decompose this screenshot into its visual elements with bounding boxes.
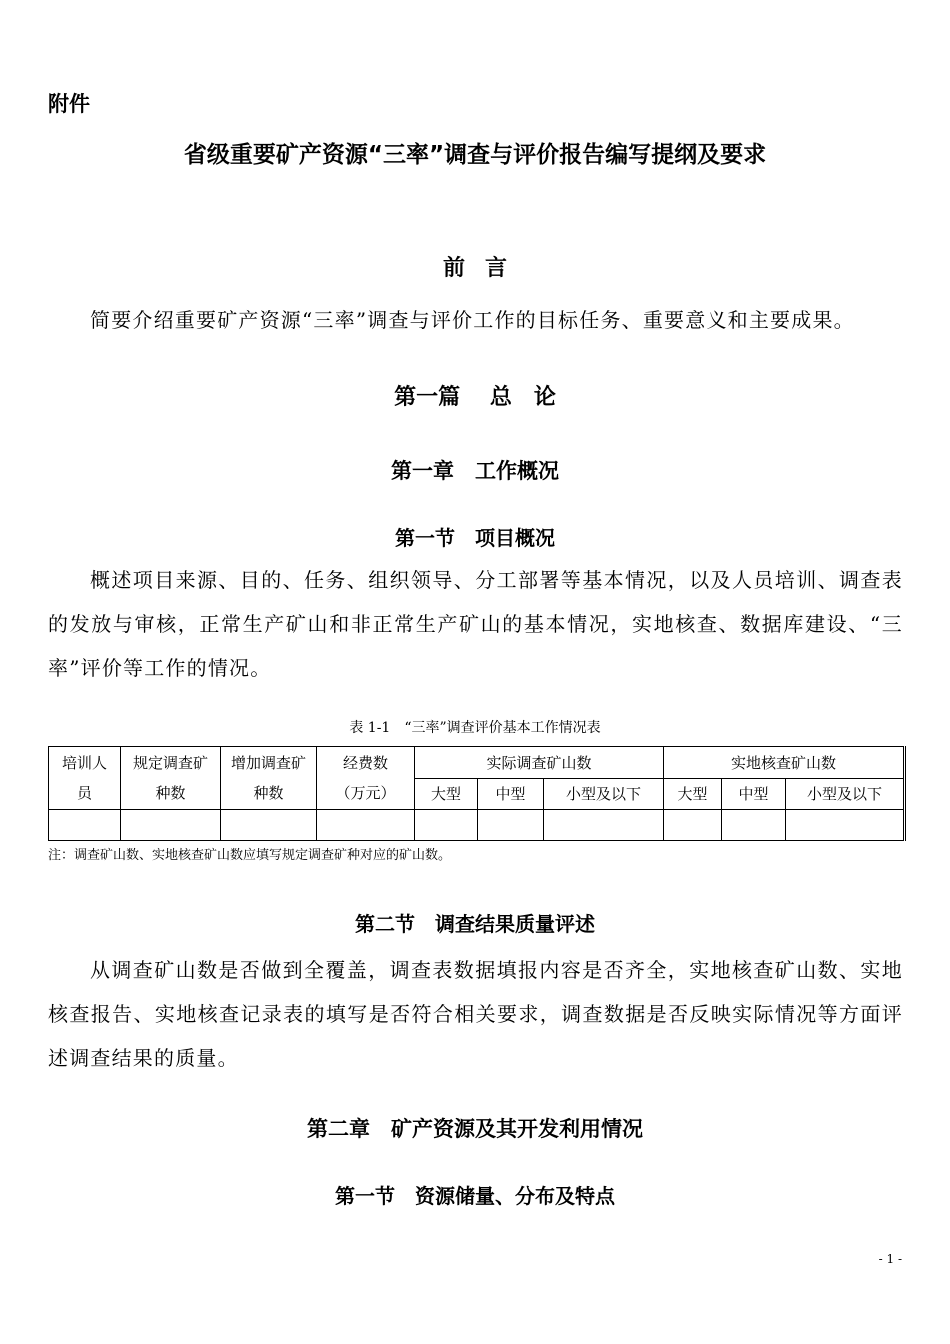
chapter1-section2-heading: 第二节 调查结果质量评述 bbox=[355, 912, 595, 936]
header-specified-minerals: 规定调查矿种数 bbox=[121, 747, 221, 810]
attachment-label: 附件 bbox=[48, 92, 90, 116]
table-cell[interactable] bbox=[664, 810, 722, 841]
table-cell[interactable] bbox=[317, 810, 415, 841]
header-surveyed-large: 大型 bbox=[415, 779, 478, 810]
page-number: - 1 - bbox=[878, 1252, 902, 1266]
table-cell[interactable] bbox=[786, 810, 905, 841]
table-cell[interactable] bbox=[722, 810, 786, 841]
preface-heading: 前言 bbox=[442, 256, 527, 281]
header-surveyed-small: 小型及以下 bbox=[544, 779, 664, 810]
header-surveyed-mines: 实际调查矿山数 bbox=[415, 747, 664, 779]
chapter2-heading: 第二章 矿产资源及其开发利用情况 bbox=[307, 1117, 643, 1141]
table-cell[interactable] bbox=[478, 810, 544, 841]
survey-work-table bbox=[48, 746, 906, 841]
table-caption: 表 1-1 “三率”调查评价基本工作情况表 bbox=[349, 720, 601, 736]
header-verified-large: 大型 bbox=[664, 779, 722, 810]
header-verified-medium: 中型 bbox=[722, 779, 786, 810]
chapter2-section1-heading: 第一节 资源储量、分布及特点 bbox=[335, 1184, 615, 1208]
header-verified-small: 小型及以下 bbox=[786, 779, 905, 810]
part1-heading: 第一篇 总 论 bbox=[394, 385, 556, 410]
project-overview-paragraph: 概述项目来源、目的、任务、组织领导、分工部署等基本情况，以及人员培训、调查表的发放与审核，正常生产矿山和非正常生产矿山的基本情况，实地核查、数据库建设、“三率”评价等工作的情况。 bbox=[48, 568, 903, 680]
header-added-minerals: 增加调查矿种数 bbox=[221, 747, 317, 810]
table-cell[interactable] bbox=[221, 810, 317, 841]
quality-review-paragraph: 从调查矿山数是否做到全覆盖，调查表数据填报内容是否齐全，实地核查矿山数、实地核查报告、实地核查记录表的填写是否符合相关要求，调查数据是否反映实际情况等方面评述调查结果的质量。 bbox=[48, 958, 903, 1070]
table-cell[interactable] bbox=[121, 810, 221, 841]
header-funding: 经费数（万元） bbox=[317, 747, 415, 810]
preface-paragraph: 简要介绍重要矿产资源“三率”调查与评价工作的目标任务、重要意义和主要成果。 bbox=[90, 308, 855, 332]
table-note: 注：调查矿山数、实地核查矿山数应填写规定调查矿种对应的矿山数。 bbox=[48, 848, 452, 863]
chapter1-section1-heading: 第一节 项目概况 bbox=[395, 526, 555, 550]
document-title: 省级重要矿产资源“三率”调查与评价报告编写提纲及要求 bbox=[183, 142, 767, 168]
chapter1-heading: 第一章 工作概况 bbox=[391, 459, 559, 483]
table-cell[interactable] bbox=[544, 810, 664, 841]
table-cell[interactable] bbox=[415, 810, 478, 841]
table-row bbox=[49, 810, 905, 841]
header-surveyed-medium: 中型 bbox=[478, 779, 544, 810]
table-cell[interactable] bbox=[49, 810, 121, 841]
header-trainees: 培训人员 bbox=[49, 747, 121, 810]
header-verified-mines: 实地核查矿山数 bbox=[664, 747, 905, 779]
